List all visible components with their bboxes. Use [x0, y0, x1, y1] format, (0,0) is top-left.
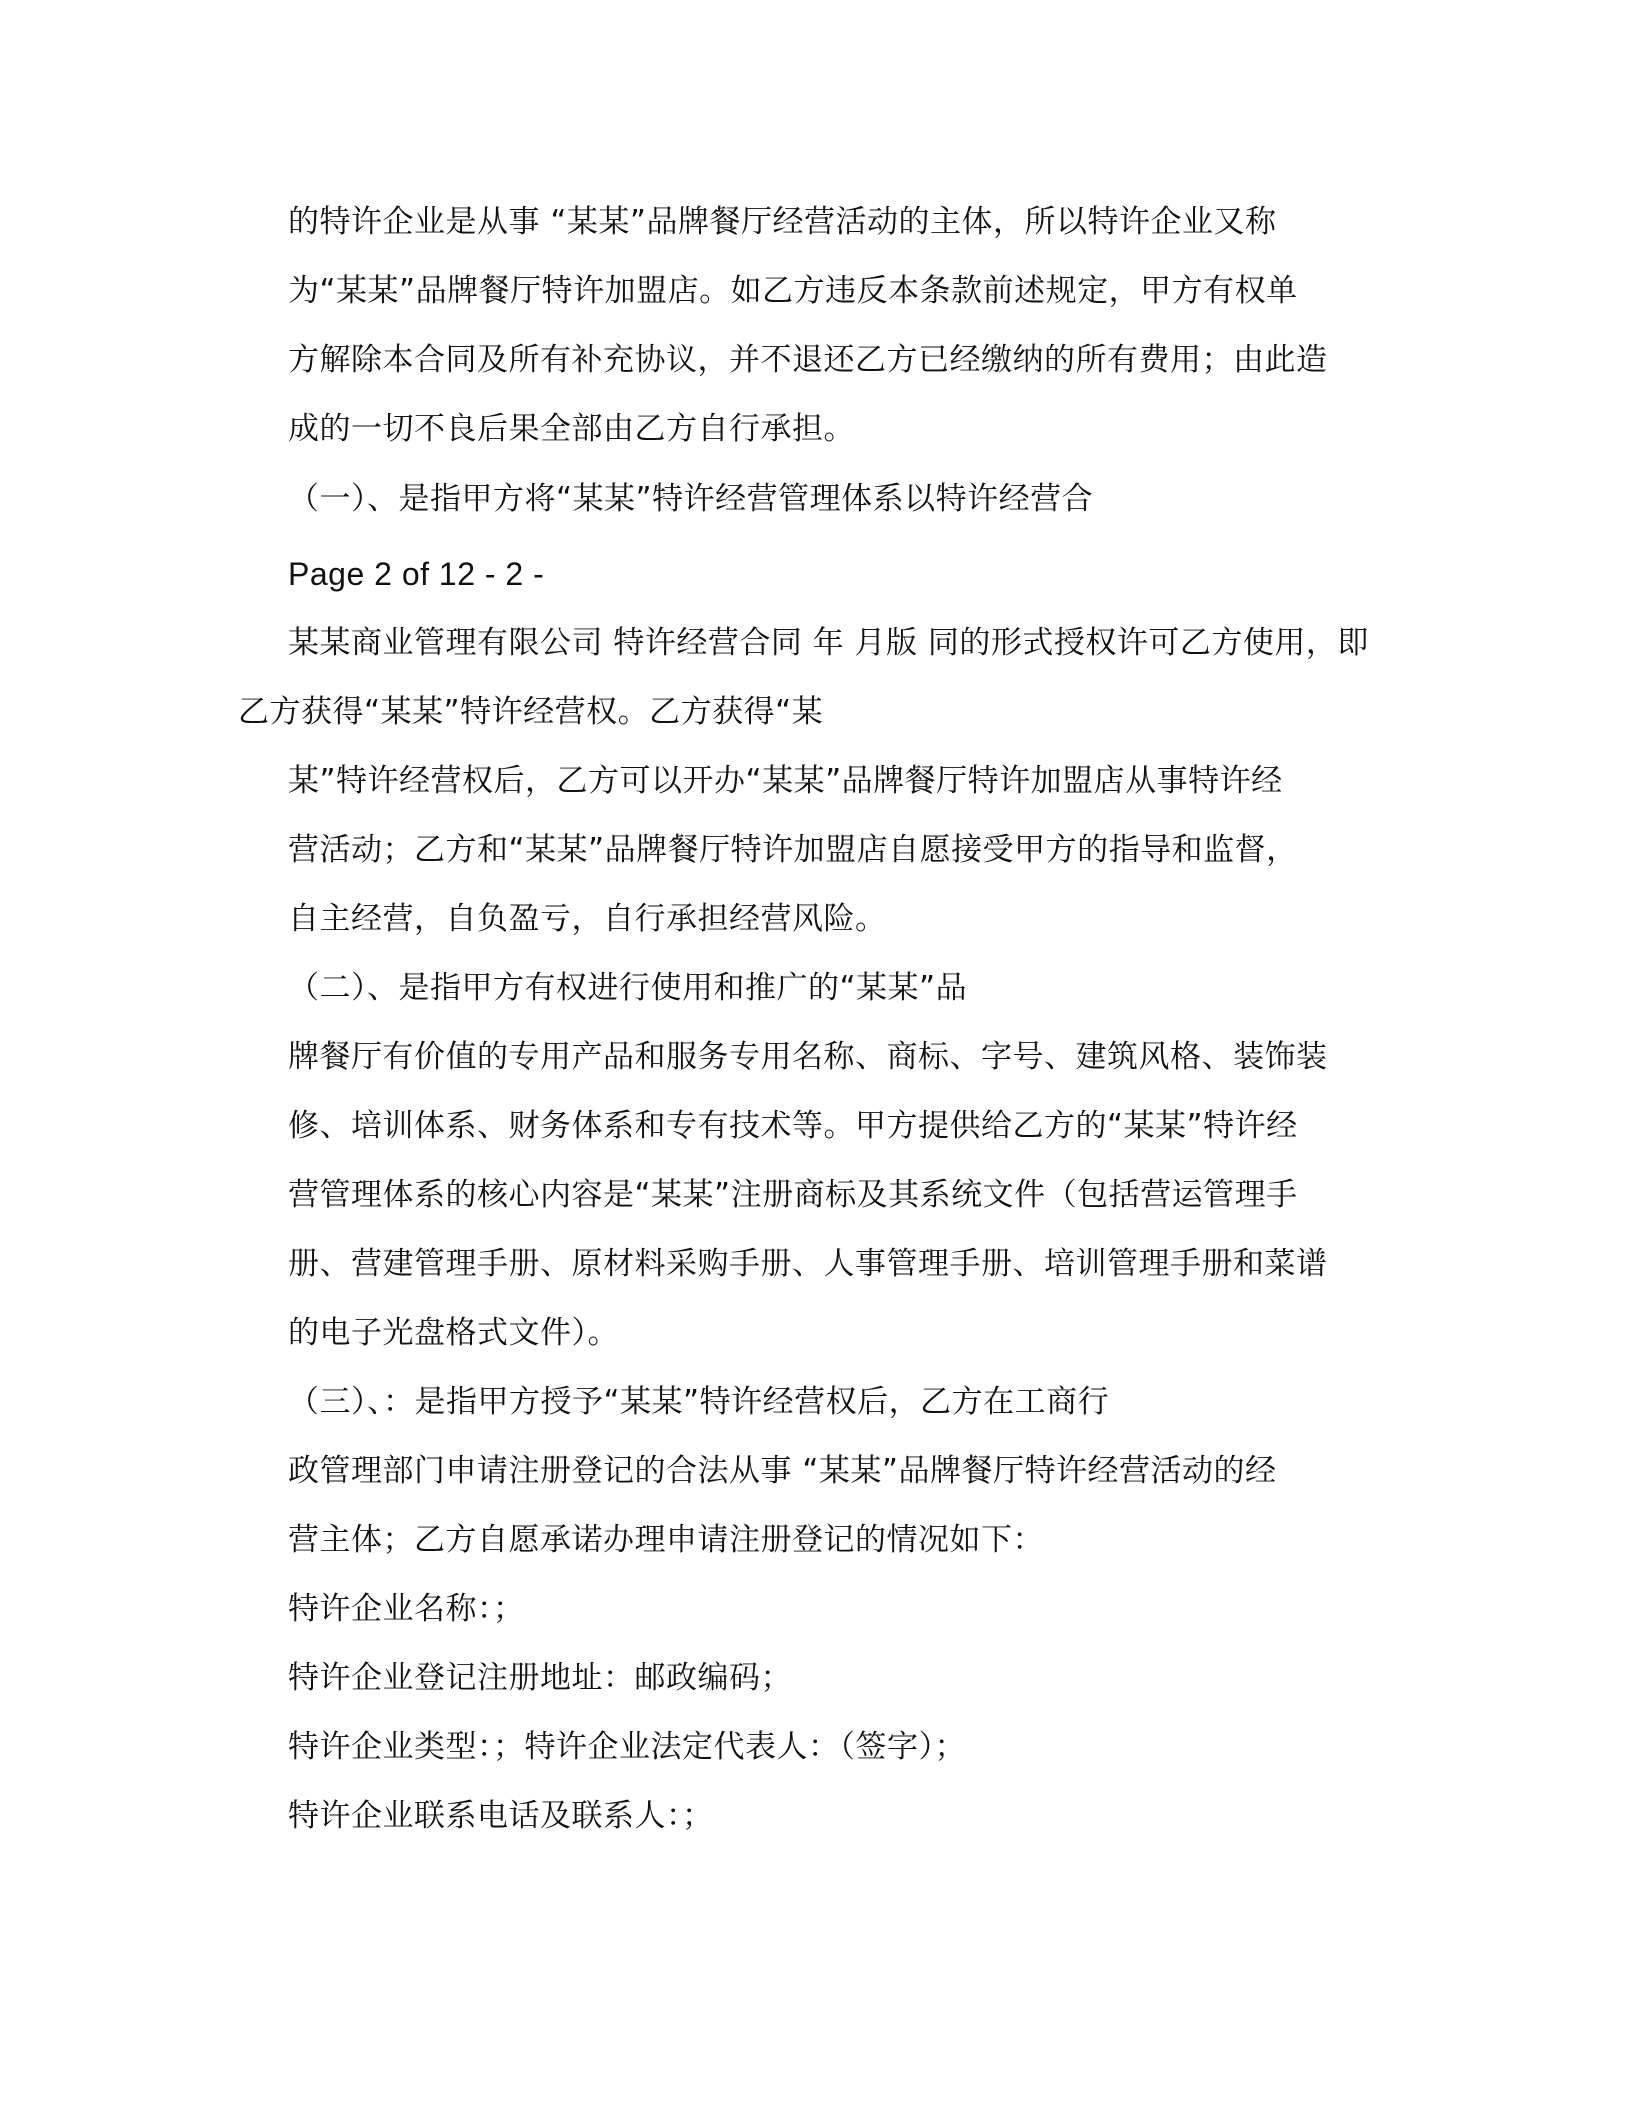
text-line: 某”特许经营权后，乙方可以开办“某某”品牌餐厅特许加盟店从事特许经: [288, 763, 1283, 799]
field-line: 特许企业联系电话及联系人：；: [288, 1798, 714, 1834]
text-line: 册、营建管理手册、原材料采购手册、人事管理手册、培训管理手册和菜谱: [288, 1246, 1328, 1282]
text-line: 修、培训体系、财务体系和专有技术等。甲方提供给乙方的“某某”特许经: [288, 1108, 1298, 1144]
text-line: 营活动；乙方和“某某”品牌餐厅特许加盟店自愿接受甲方的指导和监督，: [288, 832, 1298, 868]
text-line: 为“某某”品牌餐厅特许加盟店。如乙方违反本条款前述规定，甲方有权单: [288, 273, 1298, 309]
text-line: 的电子光盘格式文件）。: [288, 1315, 619, 1351]
field-line: 特许企业登记注册地址：邮政编码；: [288, 1660, 792, 1696]
section-heading-3: （三）、：是指甲方授予“某某”特许经营权后，乙方在工商行: [288, 1384, 1110, 1420]
text-line: 自主经营，自负盈亏，自行承担经营风险。: [288, 901, 887, 937]
field-line: 特许企业类型：；特许企业法定代表人：（签字）；: [288, 1729, 966, 1765]
text-line: 方解除本合同及所有补充协议，并不退还乙方已经缴纳的所有费用；由此造: [288, 342, 1328, 378]
field-line: 特许企业名称：；: [288, 1591, 525, 1627]
section-heading-1: （一）、是指甲方将“某某”特许经营管理体系以特许经营合: [288, 481, 1094, 517]
text-line: 营管理体系的核心内容是“某某”注册商标及其系统文件（包括营运管理手: [288, 1177, 1298, 1213]
page-footer: Page 2 of 12 - 2 -: [288, 556, 545, 592]
text-line: 乙方获得“某某”特许经营权。乙方获得“某: [238, 694, 824, 730]
page-header-continuation: 某某商业管理有限公司 特许经营合同 年 月版 同的形式授权许可乙方使用，即: [288, 625, 1369, 661]
text-line: 政管理部门申请注册登记的合法从事 “某某”品牌餐厅特许经营活动的经: [288, 1453, 1277, 1489]
section-heading-2: （二）、是指甲方有权进行使用和推广的“某某”品: [288, 970, 968, 1006]
text-line: 牌餐厅有价值的专用产品和服务专用名称、商标、字号、建筑风格、装饰装: [288, 1039, 1328, 1075]
text-line: 成的一切不良后果全部由乙方自行承担。: [288, 411, 855, 447]
text-line: 的特许企业是从事 “某某”品牌餐厅经营活动的主体，所以特许企业又称: [288, 204, 1277, 240]
text-line: 营主体；乙方自愿承诺办理申请注册登记的情况如下：: [288, 1522, 1044, 1558]
